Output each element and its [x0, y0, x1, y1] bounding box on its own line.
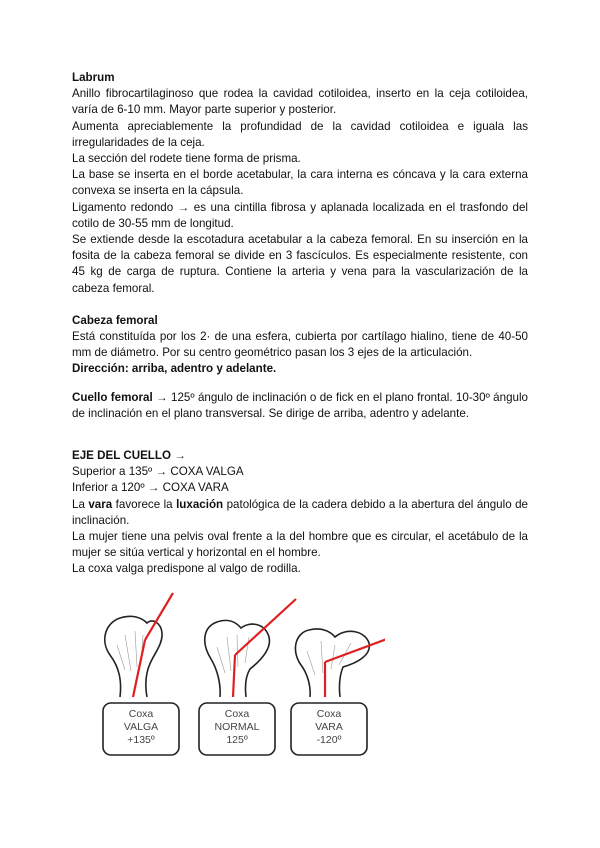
- coxa-valga-paragraph: La coxa valga predispone al valgo de rodilla.: [72, 562, 301, 576]
- normal-neck-axis: [235, 599, 296, 655]
- ligamento-paragraph: Se extiende desde la escotadura acetabular a la cabeza femoral. En su inserción en la fosita de la cabeza femoral se divide en 3 fascículos. Es especialmente resistente, con 45 kg de carga de ruptura. Contiene la arteria y vena para la vascularización de la cabeza femoral.: [72, 233, 528, 295]
- vara-label: Coxa VARA -120º: [315, 708, 343, 746]
- luxacion-term: luxación: [176, 497, 224, 511]
- pelvis-paragraph: La mujer tiene una pelvis oval frente a la del hombre que es circular, el acetábulo de la mujer se sitúa vertical y horizontal en el hombre.: [72, 530, 528, 560]
- labrum-paragraph: La sección del rodete tiene forma de prisma.: [72, 152, 301, 166]
- labrum-paragraph: La base se inserta en el borde acetabular, la cara interna es cóncava y la cara externa convexa se inserta en la cápsula.: [72, 168, 528, 198]
- cabeza-heading: Cabeza femoral: [72, 313, 158, 327]
- valga-shaft-axis: [133, 640, 145, 697]
- coxa-angles-figure: [95, 585, 385, 760]
- femur-valga: [105, 616, 162, 697]
- labrum-paragraph: Aumenta apreciablemente la profundidad de la cavidad cotiloidea e iguala las irregularidades de la ceja.: [72, 119, 528, 149]
- vara-neck-axis: [325, 633, 385, 662]
- eje-heading: EJE DEL CUELLO →: [72, 449, 186, 463]
- ligamento-paragraph: Ligamento redondo → es una cintilla fibrosa y aplanada localizada en el trasfondo del cotilo de 30-55 mm de longitud.: [72, 200, 528, 230]
- cabeza-direccion: Dirección: arriba, adentro y adelante.: [72, 362, 277, 376]
- labrum-paragraph: Anillo fibrocartilaginoso que rodea la cavidad cotiloidea, inserto en la ceja cotiloidea, varía de 6-10 mm. Mayor parte superior y posterior.: [72, 87, 528, 117]
- femur-vara: [295, 629, 369, 697]
- cuello-label: Cuello femoral: [72, 390, 153, 404]
- vara-paragraph: La vara favorece la luxación patológica de la cadera debido a la abertura del ángulo de inclinación.: [72, 497, 529, 527]
- cuello-paragraph: [72, 390, 528, 422]
- cuello-text: → 125º ángulo de inclinación o de fick en el plano frontal. 10-30º ángulo de inclinación en el plano transversal. Se dirige de arriba, adentro y adelante.: [72, 390, 528, 420]
- cabeza-paragraph: Está constituída por los 2· de una esfera, cubierta por cartílago hialino, tiene de 40-50 mm de diámetro. Por su centro geométrico pasan los 3 ejes de la articulación.: [72, 330, 528, 360]
- valga-label: Coxa VALGA +135º: [123, 708, 159, 746]
- valga-neck-axis: [145, 593, 173, 640]
- vara-term: vara: [88, 497, 113, 511]
- eje-line: Inferior a 120º → COXA VARA: [72, 481, 229, 495]
- normal-label: Coxa NORMAL 125º: [214, 708, 260, 746]
- eje-line: Superior a 135º → COXA VALGA: [72, 465, 244, 479]
- normal-shaft-axis: [233, 655, 235, 697]
- labrum-heading: Labrum: [72, 71, 115, 84]
- document-body: [72, 70, 528, 578]
